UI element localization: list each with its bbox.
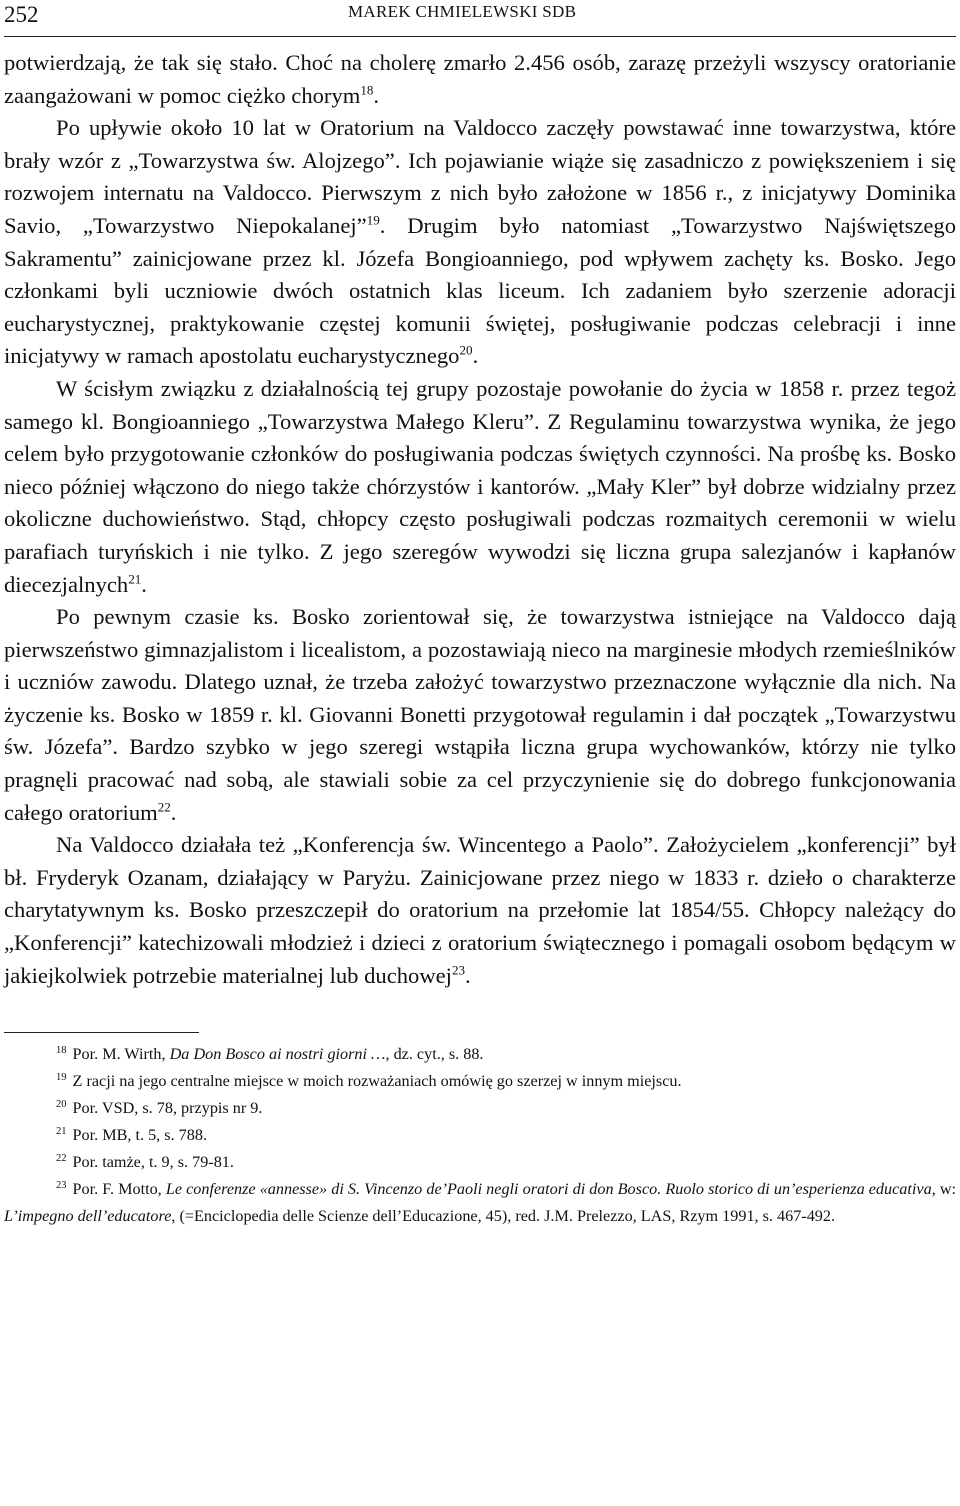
footnotes (4, 1041, 956, 1230)
footnote-number: 23 (56, 1179, 67, 1191)
footnote-number: 20 (56, 1098, 67, 1110)
text-run: potwierdzają, że tak się stało. Choć na cholerę zmarło 2.456 osób, zarazę przeżyli wszyscy oratorianie zaangażowani w pomoc ciężko chorym (4, 50, 956, 108)
text-run: Na Valdocco działała też „Konferencja św. Wincentego a Paolo”. Założycielem „konferencji” był bł. Fryderyk Ozanam, działający w Paryżu. Zainicjowane przez niego w 1833 r. dzieło o charakterze charytatywnym ks. Bosko przeszczepił do oratorium na przełomie lat 1854/55. Chłopcy należący do „Konferencji” katechizowali młodzież i dzieci z oratorium świątecznego i pomagali osobom będącym w jakiejkolwiek potrzebie materialnej lub duchowej (4, 832, 956, 988)
paragraph (4, 47, 956, 112)
text-run: Por. MB, t. 5, s. 788. (72, 1126, 207, 1145)
text-run: . (170, 799, 177, 825)
text-run: , w: (931, 1180, 957, 1199)
footnote-separator (4, 1032, 199, 1033)
footnote-number: 18 (56, 1044, 67, 1056)
text-run: . (373, 82, 380, 108)
footnote-reference: 21 (128, 570, 142, 586)
text-run: Por. M. Wirth, (72, 1045, 170, 1064)
footnote-reference: 19 (366, 212, 380, 228)
italic-title: Le conferenze «annesse» di S. Vincenzo de’Paoli negli oratori di don Bosco. Ruolo storico di un’esperienza educativa (165, 1180, 932, 1199)
text-run: Por. F. Motto, (72, 1180, 166, 1199)
footnote (4, 1041, 956, 1068)
italic-title: L’impegno dell’educatore (4, 1207, 172, 1226)
footnote-reference: 23 (451, 962, 466, 978)
footnote (4, 1068, 956, 1095)
footnote-number: 21 (56, 1125, 67, 1137)
document-page (4, 0, 956, 1230)
page-header (4, 0, 956, 37)
text-run: Por. tamże, t. 9, s. 79-81. (72, 1153, 234, 1172)
text-run: , dz. cyt., s. 88. (385, 1045, 484, 1064)
footnote-number: 22 (56, 1152, 67, 1164)
text-run: . Drugim było natomiast „Towarzystwo Najświętszego Sakramentu” zainicjowane przez kl. Józefa Bongioanniego, pod wpływem zachęty ks. Bosko. Jego członkami byli uczniowie dwóch ostatnich klas liceum. Ich zadaniem było szerzenie adoracji eucharystycznej, praktykowanie częstej komunii świętej, posługiwanie podczas celebracji i inne inicjatywy w ramach apostolatu eucharystycznego (4, 212, 957, 369)
page-number: 252 (4, 2, 39, 27)
footnote (4, 1122, 956, 1149)
paragraph (4, 829, 956, 992)
body-text (4, 47, 956, 992)
text-run: Por. VSD, s. 78, przypis nr 9. (72, 1099, 263, 1118)
paragraph (4, 112, 956, 373)
footnote-number: 19 (56, 1071, 67, 1083)
text-run: Po pewnym czasie ks. Bosko zorientował się, że towarzystwa istniejące na Valdocco dają pierwszeństwo gimnazjalistom i licealistom, a pozostawiają nieco na marginesie młodych rzemieślników i uczniów zawodu. Dlatego uznał, że trzeba założyć towarzystwo przeznaczone wyłącznie dla nich. Na życzenie ks. Bosko w 1859 r. kl. Giovanni Bonetti przygotował regulamin i dał początek „Towarzystwu św. Józefa”. Bardzo szybko w jego szeregi wstąpiła liczna grupa wychowanków, którzy nie tylko pragnęli pracować nad sobą, ale stawiali sobie za cel przyczynienie się do dobrego funkcjonowania całego oratorium (4, 604, 956, 825)
footnote (4, 1149, 956, 1176)
footnote (4, 1176, 956, 1230)
paragraph (4, 601, 956, 829)
footnote-reference: 22 (157, 799, 171, 815)
italic-title: Da Don Bosco ai nostri giorni … (169, 1045, 386, 1064)
text-run: . (141, 571, 147, 597)
footnote-reference: 18 (360, 82, 374, 98)
text-run: Po upływie około 10 lat w Oratorium na Valdocco zaczęły powstawać inne towarzystwa, które brały wzór z „Towarzystwa św. Alojzego”. Ich pojawianie wiąże się zasadniczo z powiększeniem i się rozwojem internatu na Valdocco. Pierwszym z nich było założone w 1856 r., z inicjatywy Dominika Savio, „Towarzystwo Niepokalanej” (4, 115, 956, 238)
text-run: . (472, 343, 479, 369)
paragraph (4, 373, 956, 601)
text-run: W ścisłym związku z działalnością tej grupy pozostaje powołanie do życia w 1858 r. przez tegoż samego kl. Bongioanniego „Towarzystwa Małego Kleru”. Z Regulaminu towarzystwa wynika, że jego celem było przygotowanie członków do posługiwania podczas świętych czynności. Na prośbę ks. Bosko nieco później włączono do niego także chórzystów i kantorów. „Mały Kler” był dobrze widzialny przez okoliczne duchowieństwo. Stąd, chłopcy często posługiwali podczas rozmaitych ceremonii w wielu parafiach turyńskich i nie tylko. Z jego szeregów wywodzi się liczna grupa salezjanów i kapłanów diecezjalnych (4, 375, 956, 597)
footnote-reference: 20 (459, 342, 473, 358)
text-run: Z racji na jego centralne miejsce w moich rozważaniach omówię go szerzej w innym miejscu. (72, 1072, 682, 1091)
running-head: MAREK CHMIELEWSKI SDB (348, 2, 577, 21)
text-run: , (=Enciclopedia delle Scienze dell’Educazione, 45), red. J.M. Prelezzo, LAS, Rzym 1991, s. 467-492. (171, 1207, 836, 1226)
footnote (4, 1095, 956, 1122)
text-run: . (465, 962, 471, 988)
